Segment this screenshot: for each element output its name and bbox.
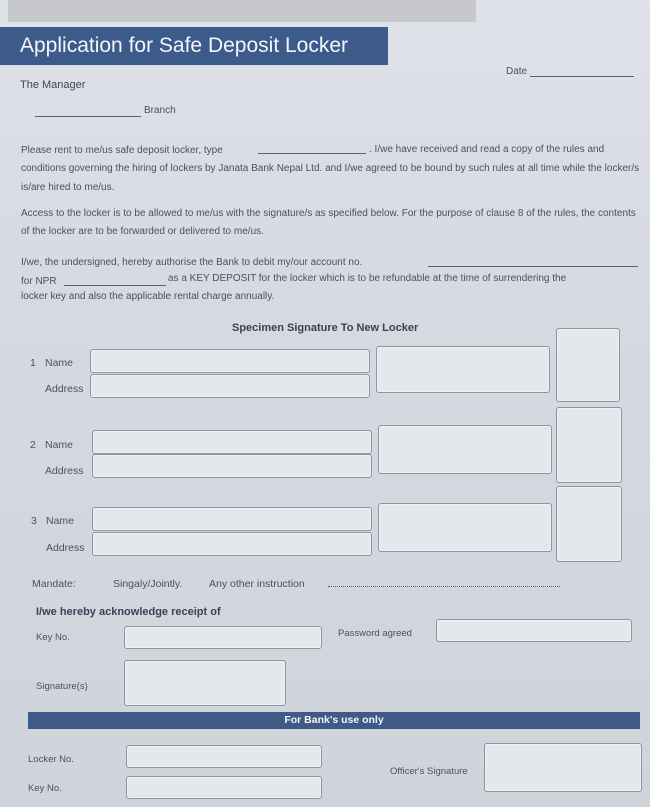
entry-1-name-label: Name bbox=[45, 357, 74, 369]
entry-1-address-field[interactable] bbox=[90, 374, 370, 398]
paragraph-2: Access to the locker is to be allowed to me/us with the signature/s as specified below. For the purpose of clause 8 of the rules, the contents of the locker are to be forwarded or delivered to me/us. bbox=[21, 208, 636, 237]
top-gray-strip bbox=[8, 0, 476, 22]
npr-amount-field[interactable] bbox=[64, 285, 166, 286]
entry-3-address-field[interactable] bbox=[92, 532, 372, 556]
locker-type-text: Please rent to me/us safe deposit locker, type bbox=[21, 145, 223, 156]
paragraph-1 bbox=[21, 140, 641, 197]
bank-key-no-label: Key No. bbox=[28, 783, 62, 794]
debit-authorise-text: I/we, the undersigned, hereby authorise the Bank to debit my/our account no. bbox=[21, 257, 363, 268]
entry-1-number: 1 bbox=[30, 357, 36, 369]
locker-no-label: Locker No. bbox=[28, 754, 74, 765]
date-label: Date bbox=[506, 66, 528, 77]
locker-no-field[interactable] bbox=[126, 745, 322, 768]
key-deposit-text: as a KEY DEPOSIT for the locker which is to be refundable at the time of surrendering the bbox=[168, 273, 567, 284]
entry-3-name-label: Name bbox=[46, 515, 75, 527]
entry-1-signature-box[interactable] bbox=[376, 346, 550, 393]
entry-2-photo-box[interactable] bbox=[556, 407, 622, 483]
password-agreed-label: Password agreed bbox=[338, 628, 412, 639]
entry-2-address-label: Address bbox=[45, 465, 84, 477]
form-title: Application for Safe Deposit Locker bbox=[0, 27, 388, 65]
entry-3-name-field[interactable] bbox=[92, 507, 372, 531]
entry-3-signature-box[interactable] bbox=[378, 503, 552, 552]
entry-2-address-field[interactable] bbox=[92, 454, 372, 478]
account-no-field[interactable] bbox=[428, 266, 638, 267]
entry-3-photo-box[interactable] bbox=[556, 486, 622, 562]
mandate-label: Mandate: bbox=[32, 578, 76, 590]
acknowledge-heading: I/we hereby acknowledge receipt of bbox=[36, 606, 221, 618]
other-instruction-field[interactable] bbox=[328, 586, 560, 587]
date-field[interactable] bbox=[530, 76, 634, 77]
ack-signature-box[interactable] bbox=[124, 660, 286, 706]
entry-3-address-label: Address bbox=[46, 542, 85, 554]
entry-2-number: 2 bbox=[30, 439, 36, 451]
entry-1-photo-box[interactable] bbox=[556, 328, 620, 402]
bank-key-no-field[interactable] bbox=[126, 776, 322, 799]
manager-label: The Manager bbox=[20, 79, 86, 91]
rental-charge-text: locker key and also the applicable rental charge annually. bbox=[21, 291, 275, 302]
npr-label: for NPR bbox=[21, 276, 57, 287]
officer-signature-label: Officer's Signature bbox=[390, 766, 468, 777]
ack-key-no-field[interactable] bbox=[124, 626, 322, 649]
specimen-heading: Specimen Signature To New Locker bbox=[232, 322, 419, 334]
officer-signature-box[interactable] bbox=[484, 743, 642, 792]
password-agreed-field[interactable] bbox=[436, 619, 632, 642]
mandate-options[interactable]: Singaly/Jointly. bbox=[113, 578, 183, 590]
entry-2-name-label: Name bbox=[45, 439, 74, 451]
ack-key-no-label: Key No. bbox=[36, 632, 70, 643]
para1-continuation: . I/we have received and read a copy of the rules and conditions governing the hiring of lockers by Janata Bank Nepal Ltd. and I/we agreed to be bound by such rules at all time while the locker/s is/are hired to me/us. bbox=[21, 144, 640, 193]
branch-label: Branch bbox=[144, 105, 176, 116]
ack-signature-label: Signature(s) bbox=[36, 681, 88, 692]
entry-3-number: 3 bbox=[31, 515, 37, 527]
entry-1-address-label: Address bbox=[45, 383, 84, 395]
entry-2-signature-box[interactable] bbox=[378, 425, 552, 474]
branch-field[interactable] bbox=[35, 116, 141, 117]
other-instruction-label: Any other instruction bbox=[209, 578, 305, 590]
entry-2-name-field[interactable] bbox=[92, 430, 372, 454]
bank-use-heading: For Bank's use only bbox=[28, 712, 640, 729]
entry-1-name-field[interactable] bbox=[90, 349, 370, 373]
